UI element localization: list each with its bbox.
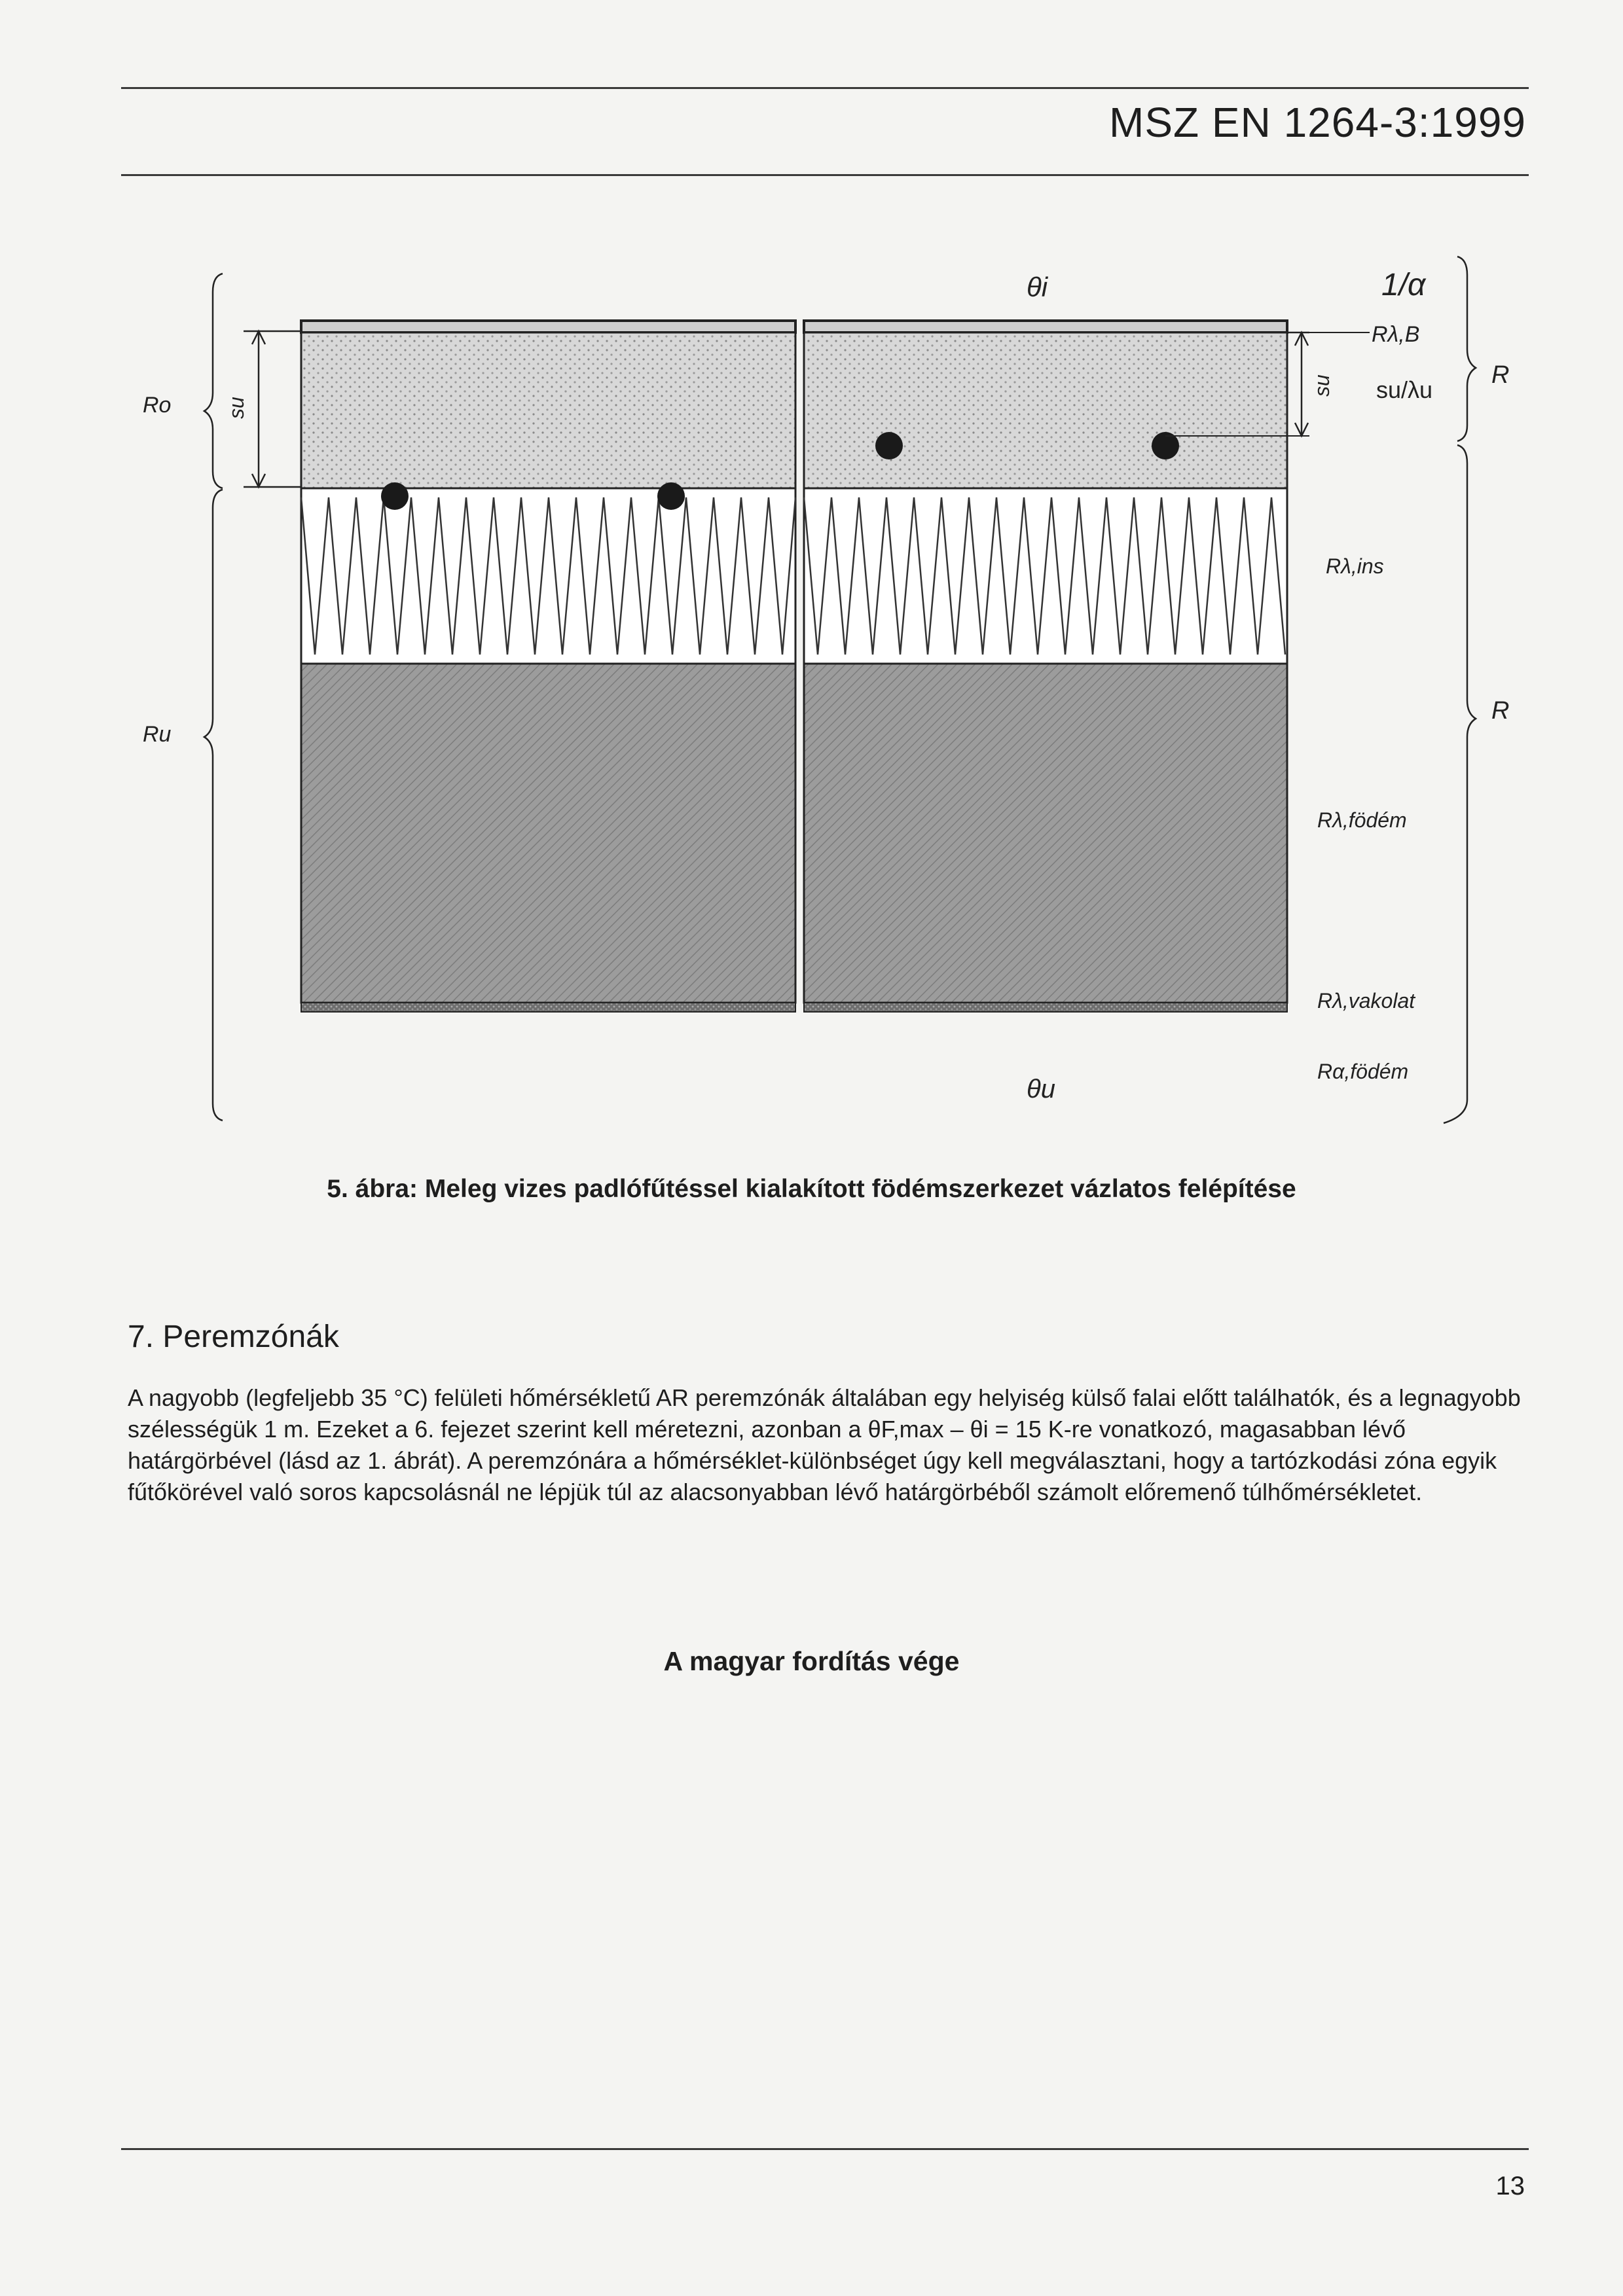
screed-layer bbox=[804, 332, 1287, 488]
plaster-layer bbox=[804, 1003, 1287, 1012]
su-over-lambda-label: su/λu bbox=[1376, 376, 1433, 403]
inv-alpha-label: 1/α bbox=[1381, 268, 1426, 302]
left-section bbox=[301, 321, 795, 1012]
r-middle-label: R bbox=[1491, 697, 1510, 725]
su-dimension-right bbox=[1287, 332, 1309, 436]
r-lambda-ins-label: Rλ,ins bbox=[1326, 554, 1384, 578]
ro-label: Ro bbox=[143, 393, 172, 418]
floor-covering-layer bbox=[804, 321, 1287, 332]
heating-pipe bbox=[657, 482, 685, 510]
right-section bbox=[804, 321, 1287, 1012]
section-heading: 7. Peremzónák bbox=[128, 1319, 339, 1354]
section-paragraph: A nagyobb (legfeljebb 35 °C) felületi hőmérsékletű AR peremzónák általában egy helyiség külső falai előtt találhatók, és a legnagyobb szélességük 1 m. Ezeket a 6. fejezet szerint kell méretezni, azonban a θF,max – θi = 15 K-re vonatkozó, magasabban lévő határgörbével (lásd az 1. ábrát). A peremzónára a hőmérséklet-különbséget úgy kell megválasztani, hogy a tartózkodási zóna egyik fűtőkörével való soros kapcsolásnál ne lépjük túl az alacsonyabban lévő határgörbéből számolt előremenő túlhőmérsékletet. bbox=[128, 1384, 1521, 1505]
concrete-slab-layer bbox=[804, 664, 1287, 1003]
ro-brace bbox=[204, 274, 223, 488]
su-left-label: su bbox=[225, 397, 248, 419]
r-lambda-vakolat-label: Rλ,vakolat bbox=[1317, 989, 1415, 1013]
ru-label: Ru bbox=[143, 722, 172, 747]
figure-caption: 5. ábra: Meleg vizes padlófűtéssel kialakított födémszerkezet vázlatos felépítése bbox=[327, 1175, 1296, 1203]
su-right-label: su bbox=[1310, 374, 1334, 397]
plaster-layer bbox=[301, 1003, 795, 1012]
heating-pipe bbox=[381, 482, 409, 510]
end-note: A magyar fordítás vége bbox=[663, 1646, 960, 1676]
r-upper-brace bbox=[1457, 257, 1476, 441]
ru-brace bbox=[204, 490, 223, 1121]
su-dimension-left bbox=[244, 331, 301, 487]
screed-layer bbox=[301, 332, 795, 488]
r-lambda-b-label: Rλ,B bbox=[1372, 322, 1420, 347]
r-upper-label: R bbox=[1491, 361, 1510, 389]
r-lambda-fodem-label: Rλ,födém bbox=[1317, 808, 1407, 832]
concrete-slab-layer bbox=[301, 664, 795, 1003]
r-lower-brace bbox=[1444, 445, 1476, 1123]
page-number: 13 bbox=[1495, 2172, 1525, 2200]
document-standard-title: MSZ EN 1264-3:1999 bbox=[1109, 99, 1526, 146]
theta-u-label: θu bbox=[1027, 1075, 1055, 1103]
floor-covering-layer bbox=[301, 321, 795, 332]
r-alpha-fodem-label: Rα,födém bbox=[1317, 1060, 1409, 1083]
theta-i-label: θi bbox=[1027, 272, 1048, 302]
heating-pipe bbox=[875, 432, 903, 459]
footer-rule bbox=[121, 2148, 1529, 2150]
